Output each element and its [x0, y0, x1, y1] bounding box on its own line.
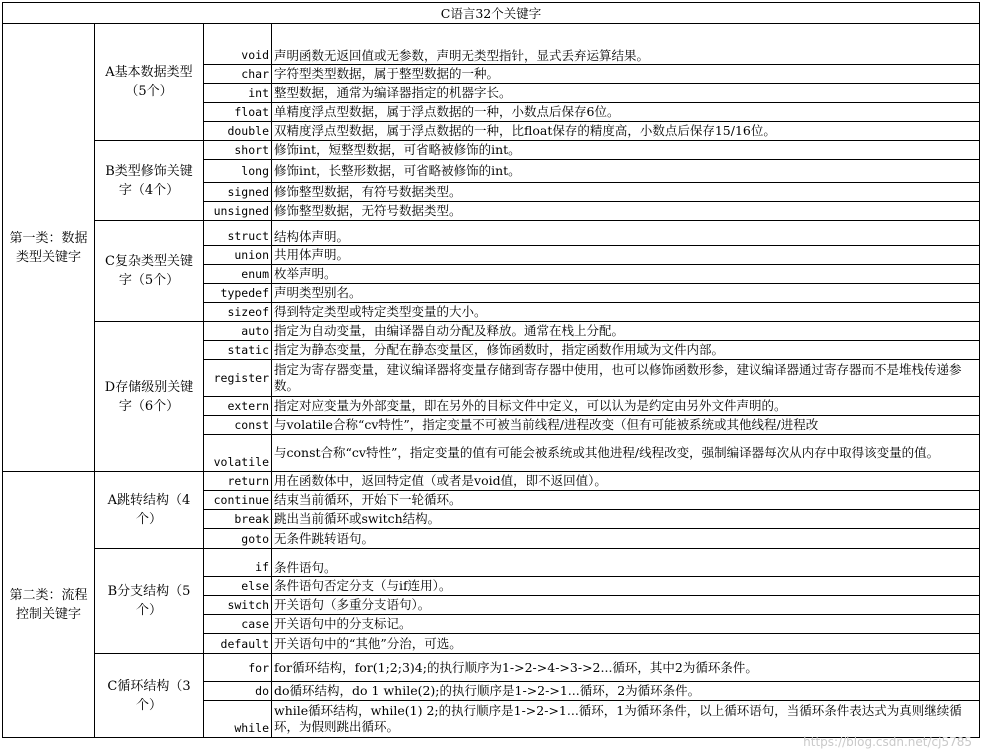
keyword-cell: return [204, 472, 272, 491]
keyword-cell: sizeof [204, 303, 272, 322]
description-cell: 结构体声明。 [272, 221, 980, 246]
description-cell: 声明函数无返回值或无参数，声明无类型指针，显式丢弃运算结果。 [272, 24, 980, 65]
table-title: C语言32个关键字 [3, 3, 980, 24]
keyword-table [2, 2, 980, 738]
keyword-cell: typedef [204, 284, 272, 303]
description-cell: 开关语句（多重分支语句）。 [272, 596, 980, 615]
table-row [3, 654, 980, 682]
keyword-cell: unsigned [204, 202, 272, 221]
table-row [3, 141, 980, 160]
description-cell: 指定对应变量为外部变量，即在另外的目标文件中定义，可以认为是约定由另外文件声明的。 [272, 397, 980, 416]
keyword-cell: if [204, 549, 272, 577]
table-row [3, 549, 980, 577]
description-cell: 指定为自动变量，由编译器自动分配及释放。通常在栈上分配。 [272, 322, 980, 341]
keyword-cell: static [204, 341, 272, 360]
table-row [3, 221, 980, 246]
watermark-text: https://blog.csdn.net/cj5785 [803, 735, 972, 749]
description-cell: 得到特定类型或特定类型变量的大小。 [272, 303, 980, 322]
keyword-cell: auto [204, 322, 272, 341]
keyword-cell: case [204, 615, 272, 634]
description-cell: 枚举声明。 [272, 265, 980, 284]
description-cell: 修饰int，长整形数据，可省略被修饰的int。 [272, 160, 980, 183]
description-cell: 跳出当前循环或switch结构。 [272, 510, 980, 529]
category-label: 第一类：数据类型关键字 [3, 24, 95, 472]
description-cell: 字符型类型数据，属于整型数据的一种。 [272, 65, 980, 84]
keyword-cell: long [204, 160, 272, 183]
keyword-cell: volatile [204, 435, 272, 472]
keyword-cell: enum [204, 265, 272, 284]
subcategory-label: B类型修饰关键字（4个） [95, 141, 204, 221]
keyword-cell: extern [204, 397, 272, 416]
subcategory-label: A跳转结构（4个） [95, 472, 204, 549]
keyword-cell: goto [204, 529, 272, 549]
keyword-cell: for [204, 654, 272, 682]
description-cell: 修饰int，短整型数据，可省略被修饰的int。 [272, 141, 980, 160]
description-cell: for循环结构，for(1;2;3)4;的执行顺序为1->2->4->3->2...循环，其中2为循环条件。 [272, 654, 980, 682]
description-cell: 开关语句中的分支标记。 [272, 615, 980, 634]
keyword-cell: union [204, 246, 272, 265]
subcategory-label: A基本数据类型（5个） [95, 24, 204, 141]
keyword-cell: double [204, 122, 272, 141]
keyword-cell: continue [204, 491, 272, 510]
keyword-cell: switch [204, 596, 272, 615]
keyword-cell: break [204, 510, 272, 529]
keyword-cell: const [204, 416, 272, 435]
description-cell: 用在函数体中，返回特定值（或者是void值，即不返回值）。 [272, 472, 980, 491]
keyword-cell: char [204, 65, 272, 84]
description-cell: do循环结构，do 1 while(2);的执行顺序是1->2->1...循环，2为循环条件。 [272, 682, 980, 701]
keyword-table-sheet [2, 2, 979, 750]
keyword-cell: do [204, 682, 272, 701]
table-title-row [3, 3, 980, 24]
description-cell: 指定为静态变量，分配在静态变量区，修饰函数时，指定函数作用域为文件内部。 [272, 341, 980, 360]
description-cell: 与volatile合称“cv特性”，指定变量不可被当前线程/进程改变（但有可能被系统或其他线程/进程改 [272, 416, 980, 435]
keyword-cell: short [204, 141, 272, 160]
subcategory-label: C循环结构（3个） [95, 654, 204, 738]
table-row [3, 24, 980, 65]
description-cell: 结束当前循环，开始下一轮循环。 [272, 491, 980, 510]
keyword-cell: int [204, 84, 272, 103]
table-row [3, 472, 980, 491]
subcategory-label: D存储级别关键字（6个） [95, 322, 204, 472]
description-cell: 修饰整型数据，有符号数据类型。 [272, 183, 980, 202]
keyword-cell: else [204, 577, 272, 596]
description-cell: 双精度浮点型数据，属于浮点数据的一种，比float保存的精度高，小数点后保存15/16位。 [272, 122, 980, 141]
description-cell: 条件语句。 [272, 549, 980, 577]
description-cell: 与const合称“cv特性”，指定变量的值有可能会被系统或其他进程/线程改变，强制编译器每次从内存中取得该变量的值。 [272, 435, 980, 472]
subcategory-label: C复杂类型关键字（5个） [95, 221, 204, 322]
subcategory-label: B分支结构（5个） [95, 549, 204, 654]
description-cell: 修饰整型数据，无符号数据类型。 [272, 202, 980, 221]
description-cell: 单精度浮点型数据，属于浮点数据的一种，小数点后保存6位。 [272, 103, 980, 122]
category-label: 第二类：流程控制关键字 [3, 472, 95, 738]
description-cell: 开关语句中的“其他”分治，可选。 [272, 634, 980, 654]
keyword-cell: float [204, 103, 272, 122]
keyword-cell: default [204, 634, 272, 654]
description-cell: 条件语句否定分支（与if连用）。 [272, 577, 980, 596]
keyword-cell: signed [204, 183, 272, 202]
keyword-cell: register [204, 360, 272, 397]
description-cell: 无条件跳转语句。 [272, 529, 980, 549]
description-cell: 共用体声明。 [272, 246, 980, 265]
keyword-cell: while [204, 701, 272, 738]
description-cell: while循环结构，while(1) 2;的执行顺序是1->2->1...循环，1为循环条件，以上循环语句，当循环条件表达式为真则继续循环，为假则跳出循环。 [272, 701, 980, 738]
table-row [3, 322, 980, 341]
description-cell: 指定为寄存器变量，建议编译器将变量存储到寄存器中使用，也可以修饰函数形参，建议编译器通过寄存器而不是堆栈传递参数。 [272, 360, 980, 397]
description-cell: 声明类型别名。 [272, 284, 980, 303]
keyword-cell: struct [204, 221, 272, 246]
keyword-cell: void [204, 24, 272, 65]
description-cell: 整型数据，通常为编译器指定的机器字长。 [272, 84, 980, 103]
